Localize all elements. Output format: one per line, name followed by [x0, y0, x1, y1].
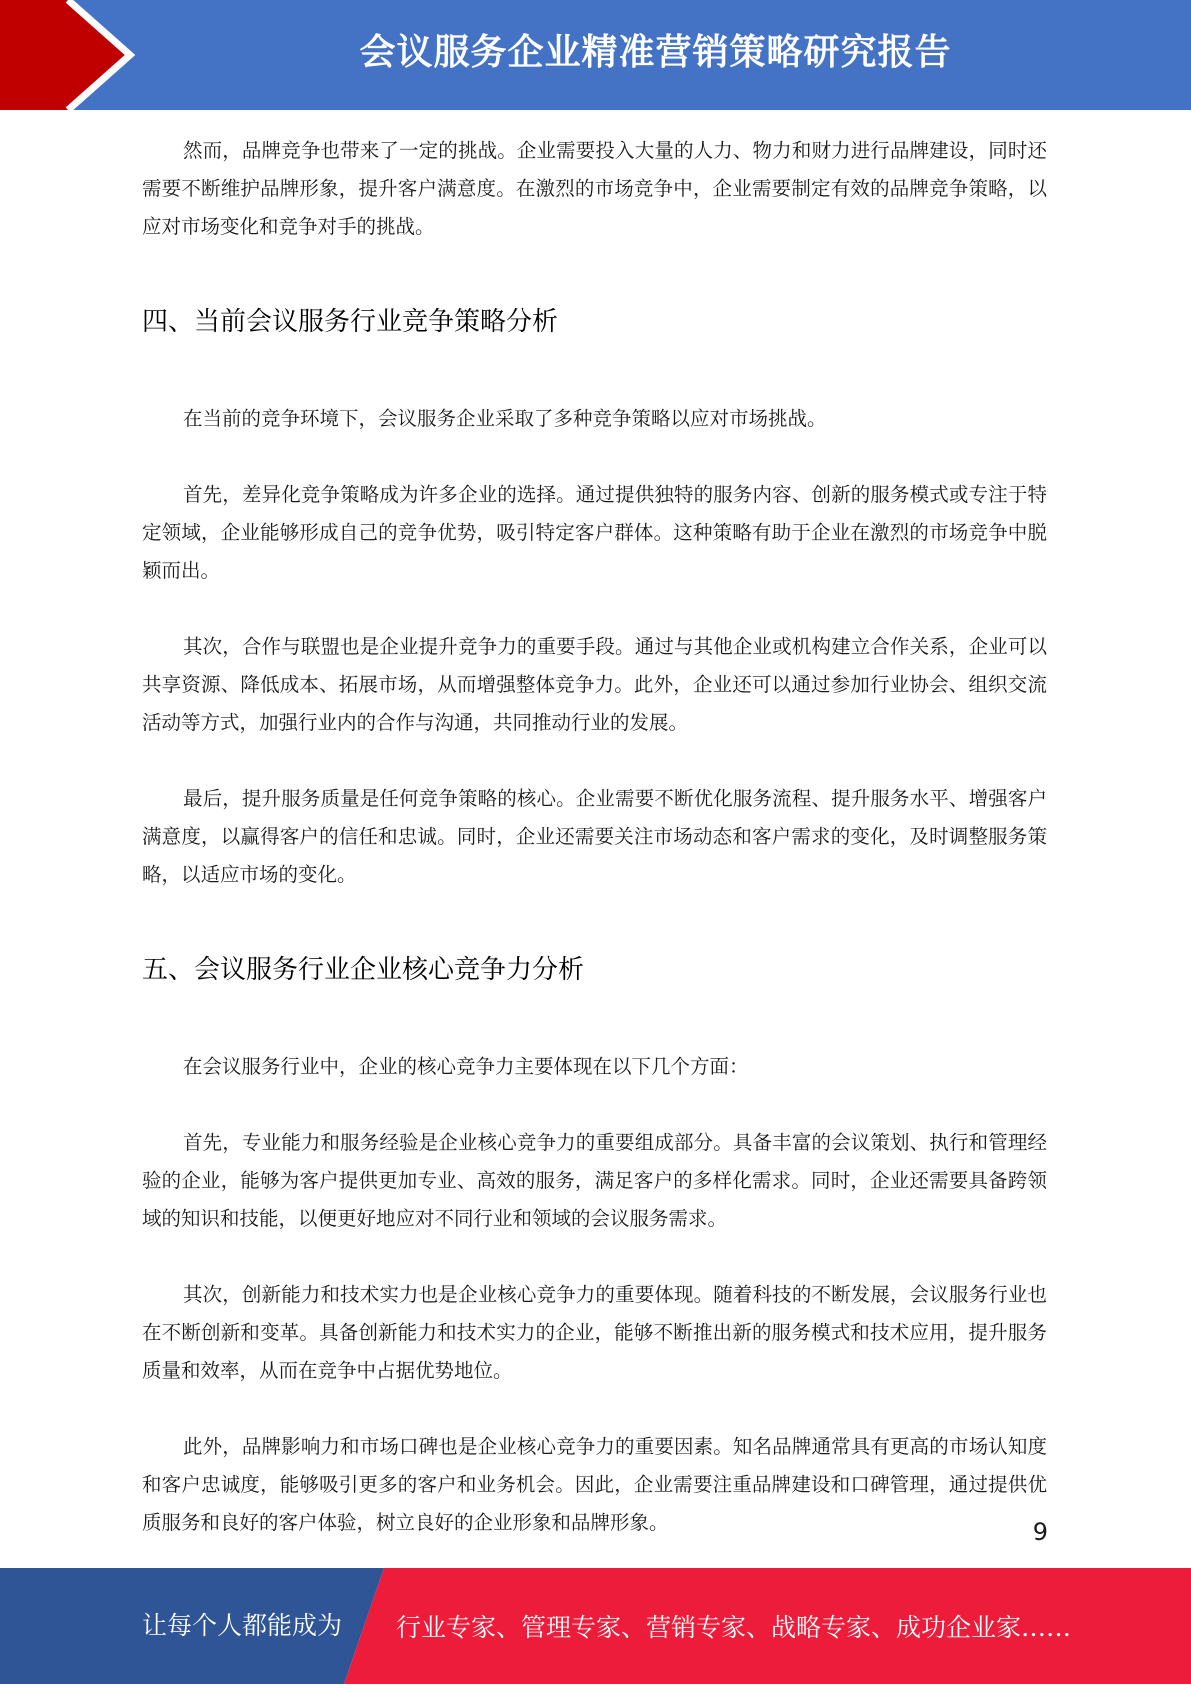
page-number: 9 [1032, 1518, 1048, 1546]
section-5-paragraph: 此外，品牌影响力和市场口碑也是企业核心竞争力的重要因素。知名品牌通常具有更高的市场认知度和客户忠诚度，能够吸引更多的客户和业务机会。因此，企业需要注重品牌建设和口碑管理，通过提供优质服务和良好的客户体验，树立良好的企业形象和品牌形象。 [142, 1435, 1047, 1534]
footer-slogan-right: 行业专家、管理专家、营销专家、战略专家、成功企业家…… [396, 1613, 1072, 1642]
header-arrow-decoration [0, 0, 160, 110]
page-header [0, 0, 1191, 110]
report-title: 会议服务企业精准营销策略研究报告 [359, 32, 952, 73]
page-footer [0, 1568, 1191, 1684]
section-4-paragraph: 首先，差异化竞争策略成为许多企业的选择。通过提供独特的服务内容、创新的服务模式或专注于特定领域，企业能够形成自己的竞争优势，吸引特定客户群体。这种策略有助于企业在激烈的市场竞争中脱颖而出。 [142, 483, 1047, 582]
section-heading-5: 五、会议服务行业企业核心竞争力分析 [142, 955, 585, 985]
section-5-paragraph: 其次，创新能力和技术实力也是企业核心竞争力的重要体现。随着科技的不断发展，会议服务行业也在不断创新和变革。具备创新能力和技术实力的企业，能够不断推出新的服务模式和技术应用，提升服务质量和效率，从而在竞争中占据优势地位。 [142, 1283, 1047, 1382]
section-heading-4: 四、当前会议服务行业竞争策略分析 [142, 307, 559, 337]
section-5-paragraph: 首先，专业能力和服务经验是企业核心竞争力的重要组成部分。具备丰富的会议策划、执行和管理经验的企业，能够为客户提供更加专业、高效的服务，满足客户的多样化需求。同时，企业还需要具备跨领域的知识和技能，以便更好地应对不同行业和领域的会议服务需求。 [142, 1131, 1047, 1230]
intro-paragraph: 然而，品牌竞争也带来了一定的挑战。企业需要投入大量的人力、物力和财力进行品牌建设，同时还需要不断维护品牌形象，提升客户满意度。在激烈的市场竞争中，企业需要制定有效的品牌竞争策略，以应对市场变化和竞争对手的挑战。 [142, 139, 1047, 238]
document-body [142, 132, 1047, 1542]
section-5-paragraph: 在会议服务行业中，企业的核心竞争力主要体现在以下几个方面： [183, 1055, 749, 1078]
section-4-paragraph: 其次，合作与联盟也是企业提升竞争力的重要手段。通过与其他企业或机构建立合作关系，企业可以共享资源、降低成本、拓展市场，从而增强整体竞争力。此外，企业还可以通过参加行业协会、组织交流活动等方式，加强行业内的合作与沟通，共同推动行业的发展。 [142, 635, 1047, 734]
section-4-paragraph: 最后，提升服务质量是任何竞争策略的核心。企业需要不断优化服务流程、提升服务水平、增强客户满意度，以赢得客户的信任和忠诚。同时，企业还需要关注市场动态和客户需求的变化，及时调整服务策略，以适应市场的变化。 [142, 787, 1047, 886]
footer-slogan-left: 让每个人都能成为 [142, 1611, 343, 1640]
section-4-paragraph: 在当前的竞争环境下，会议服务企业采取了多种竞争策略以应对市场挑战。 [183, 407, 827, 430]
